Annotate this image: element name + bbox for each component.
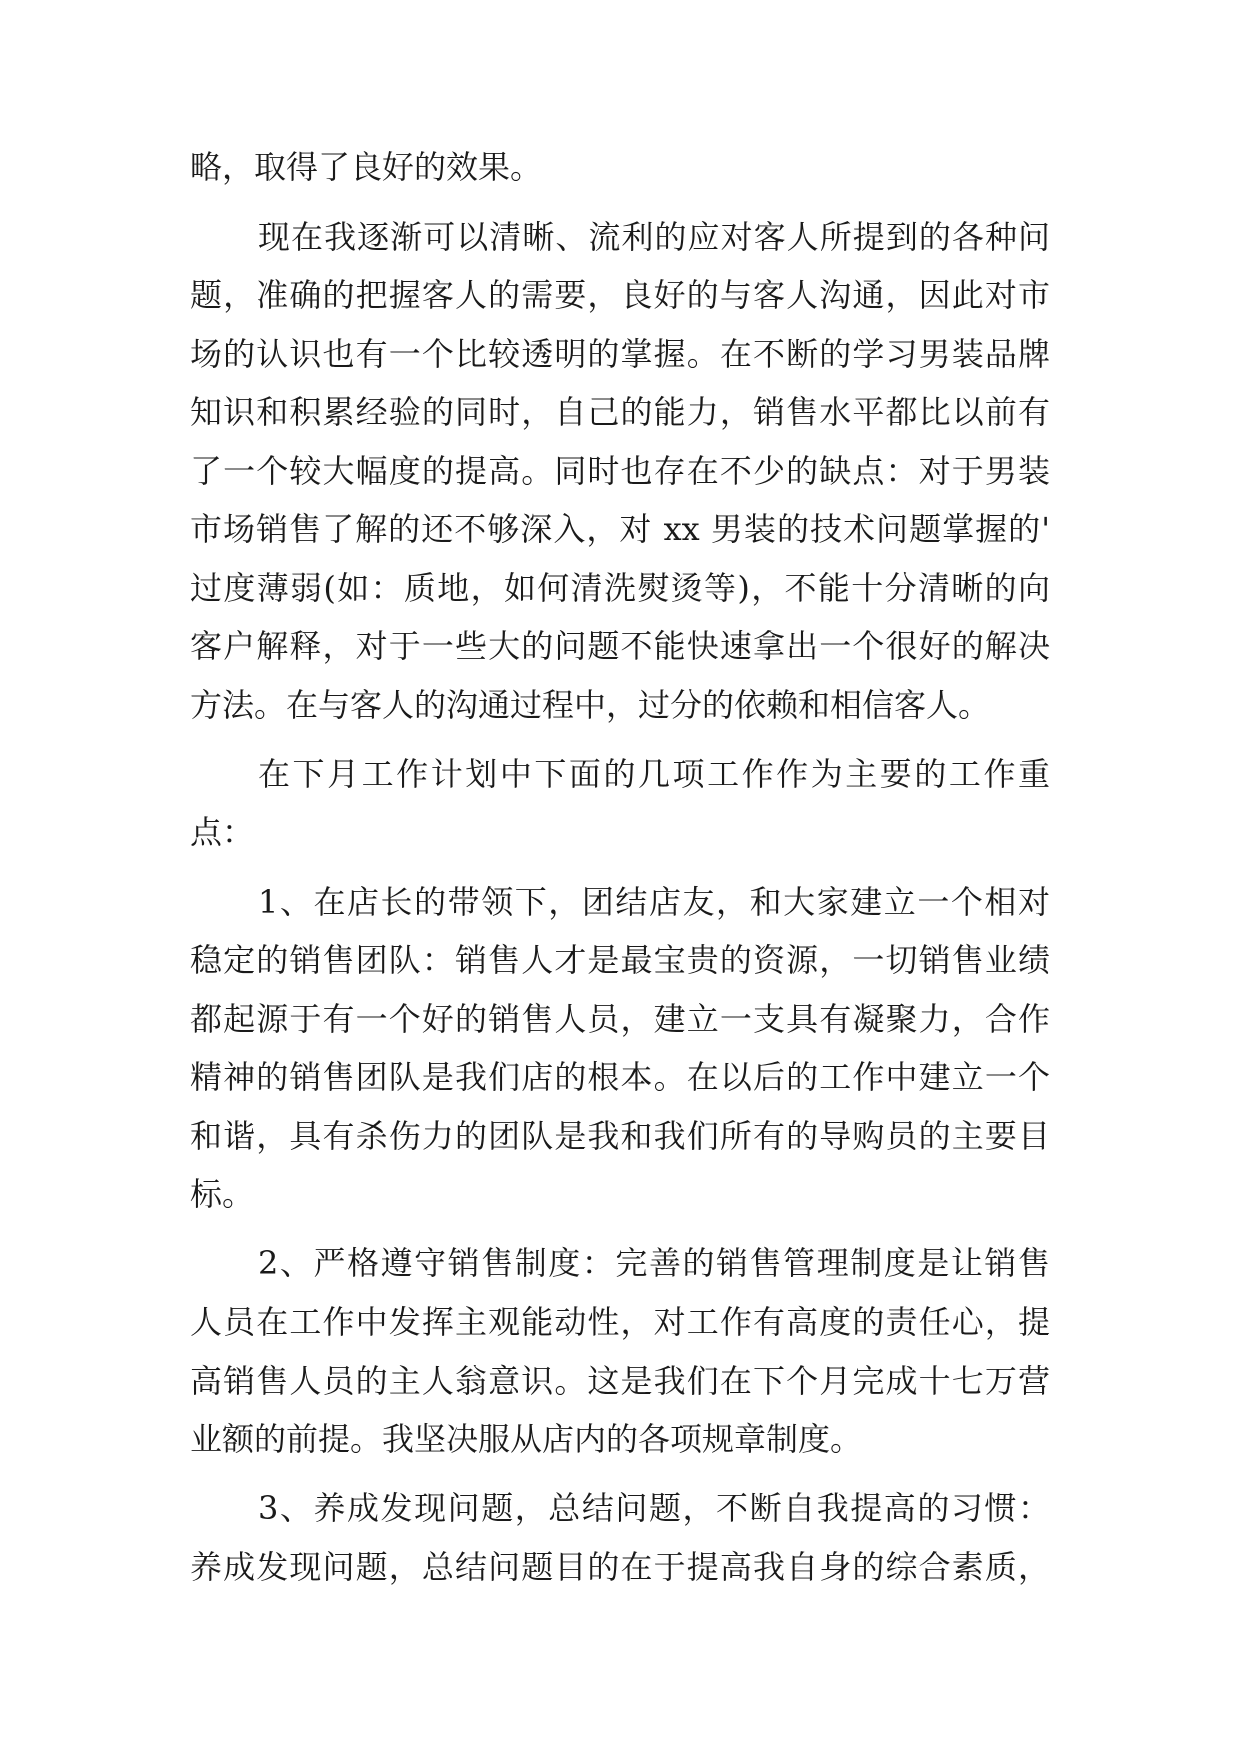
text-line: 1、在店长的带领下，团结店友，和大家建立一个相对 [258, 883, 1050, 921]
text-line: 市场销售了解的还不够深入，对 xx 男装的技术问题掌握的' [190, 510, 1050, 548]
text-line: 知识和积累经验的同时，自己的能力，销售水平都比以前有 [190, 393, 1050, 431]
text-line: 略，取得了良好的效果。 [190, 148, 543, 186]
text-line: 养成发现问题，总结问题目的在于提高我自身的综合素质， [190, 1548, 1050, 1586]
text-line: 了一个较大幅度的提高。同时也存在不少的缺点：对于男装 [190, 452, 1050, 490]
text-line: 3、养成发现问题，总结问题，不断自我提高的习惯： [258, 1489, 1050, 1527]
text-line: 在下月工作计划中下面的几项工作作为主要的工作重 [258, 755, 1050, 793]
text-line: 人员在工作中发挥主观能动性，对工作有高度的责任心，提 [190, 1303, 1050, 1341]
text-line: 标。 [190, 1175, 255, 1213]
text-line: 业额的前提。我坚决服从店内的各项规章制度。 [190, 1420, 863, 1458]
text-line: 2、严格遵守销售制度：完善的销售管理制度是让销售 [258, 1244, 1050, 1282]
text-line: 现在我逐渐可以清晰、流利的应对客人所提到的各种问 [258, 218, 1050, 256]
text-line: 方法。在与客人的沟通过程中，过分的依赖和相信客人。 [190, 686, 991, 724]
text-line: 都起源于有一个好的销售人员，建立一支具有凝聚力，合作 [190, 1000, 1050, 1038]
text-line: 题，准确的把握客人的需要，良好的与客人沟通，因此对市 [190, 276, 1050, 314]
text-line: 点： [190, 813, 255, 851]
text-line: 场的认识也有一个比较透明的掌握。在不断的学习男装品牌 [190, 335, 1050, 373]
text-line: 和谐，具有杀伤力的团队是我和我们所有的导购员的主要目 [190, 1117, 1050, 1155]
text-line: 过度薄弱(如：质地，如何清洗熨烫等)，不能十分清晰的向 [190, 569, 1050, 607]
text-line: 稳定的销售团队：销售人才是最宝贵的资源，一切销售业绩 [190, 941, 1050, 979]
text-line: 精神的销售团队是我们店的根本。在以后的工作中建立一个 [190, 1058, 1050, 1096]
text-line: 客户解释，对于一些大的问题不能快速拿出一个很好的解决 [190, 627, 1050, 665]
text-line: 高销售人员的主人翁意识。这是我们在下个月完成十七万营 [190, 1362, 1050, 1400]
